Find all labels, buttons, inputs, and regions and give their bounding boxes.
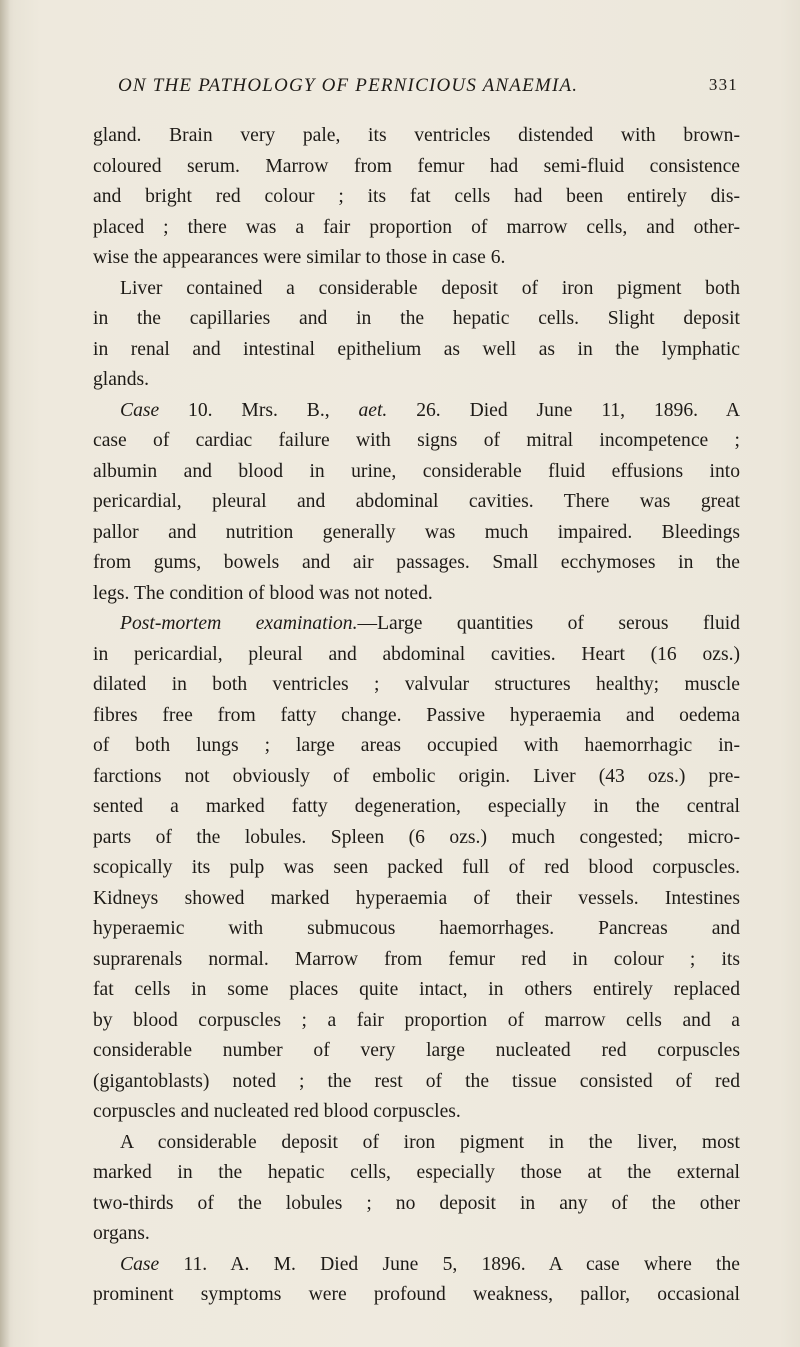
text-line: gland. Brain very pale, its ventricles distended with brown- bbox=[93, 125, 740, 146]
running-title: ON THE PATHOLOGY OF PERNICIOUS ANAEMIA. bbox=[118, 75, 579, 96]
text-line: (gigantoblasts) noted ; the rest of the tissue consisted of red bbox=[93, 1070, 740, 1092]
text-line: coloured serum. Marrow from femur had semi-fluid consistence bbox=[93, 155, 740, 177]
text-line: organs. bbox=[93, 1223, 150, 1244]
text-line: pallor and nutrition generally was much impaired. Bleedings bbox=[93, 521, 740, 543]
text-line: suprarenals normal. Marrow from femur red in colour ; its bbox=[93, 948, 740, 970]
text-line: in pericardial, pleural and abdominal cavities. Heart (16 ozs.) bbox=[93, 643, 740, 665]
text-line: case of cardiac failure with signs of mitral incompetence ; bbox=[93, 430, 740, 451]
post-mortem-line: Post-mortem examination.—Large quantities of serous fluid bbox=[120, 613, 740, 634]
text-line: wise the appearances were similar to those in case 6. bbox=[93, 247, 506, 268]
text-line: of both lungs ; large areas occupied with haemorrhagic in- bbox=[93, 735, 740, 756]
text-line: two-thirds of the lobules ; no deposit in any of the other bbox=[93, 1192, 740, 1214]
text-line: and bright red colour ; its fat cells had been entirely dis- bbox=[93, 186, 740, 207]
text-line: from gums, bowels and air passages. Small ecchymoses in the bbox=[93, 552, 740, 573]
text-line: farctions not obviously of embolic origin. Liver (43 ozs.) pre- bbox=[93, 765, 740, 787]
text-line: legs. The condition of blood was not noted. bbox=[93, 582, 433, 604]
text-line: prominent symptoms were profound weakness, pallor, occasional bbox=[93, 1284, 740, 1305]
page-gutter-shadow bbox=[0, 0, 10, 1347]
text-line: Liver contained a considerable deposit of iron pigment both bbox=[120, 277, 740, 299]
running-head bbox=[118, 75, 738, 105]
case-heading-line: Case 11. A. M. Died June 5, 1896. A case where the bbox=[120, 1253, 740, 1275]
text-line: sented a marked fatty degeneration, especially in the central bbox=[93, 796, 740, 817]
text-line: marked in the hepatic cells, especially those at the external bbox=[93, 1162, 740, 1183]
text-line: considerable number of very large nucleated red corpuscles bbox=[93, 1040, 740, 1061]
aet-label: aet. bbox=[358, 399, 388, 421]
text-line: in renal and intestinal epithelium as well as in the lymphatic bbox=[93, 338, 740, 360]
text-line: fat cells in some places quite intact, in others entirely replaced bbox=[93, 979, 740, 1000]
text-line: dilated in both ventricles ; valvular structures healthy; muscle bbox=[93, 674, 740, 695]
text-line: A considerable deposit of iron pigment in the liver, most bbox=[120, 1131, 740, 1153]
case-label: Case bbox=[120, 1253, 160, 1275]
text-line: fibres free from fatty change. Passive hyperaemia and oedema bbox=[93, 704, 740, 726]
text-line: by blood corpuscles ; a fair proportion of marrow cells and a bbox=[93, 1009, 740, 1031]
text-line: parts of the lobules. Spleen (6 ozs.) much congested; micro- bbox=[93, 826, 740, 848]
text-line: placed ; there was a fair proportion of marrow cells, and other- bbox=[93, 216, 740, 238]
text-line: hyperaemic with submucous haemorrhages. Pancreas and bbox=[93, 918, 740, 939]
text-line: pericardial, pleural and abdominal cavities. There was great bbox=[93, 491, 740, 512]
text-line: albumin and blood in urine, considerable fluid effusions into bbox=[93, 460, 740, 482]
text-line: corpuscles and nucleated red blood corpuscles. bbox=[93, 1101, 461, 1122]
page-number: 331 bbox=[708, 75, 738, 94]
text-line: scopically its pulp was seen packed full of red blood corpuscles. bbox=[93, 857, 740, 878]
text-line: Kidneys showed marked hyperaemia of their vessels. Intestines bbox=[93, 887, 740, 909]
post-mortem-label: Post-mortem examination. bbox=[120, 613, 358, 634]
text-line: in the capillaries and in the hepatic cells. Slight deposit bbox=[93, 308, 740, 329]
text-line: glands. bbox=[93, 369, 150, 390]
case-heading-line: Case 10. Mrs. B., aet. 26. Died June 11, 1896. A bbox=[120, 399, 740, 421]
body-text bbox=[93, 121, 740, 1311]
case-label: Case bbox=[120, 399, 160, 421]
